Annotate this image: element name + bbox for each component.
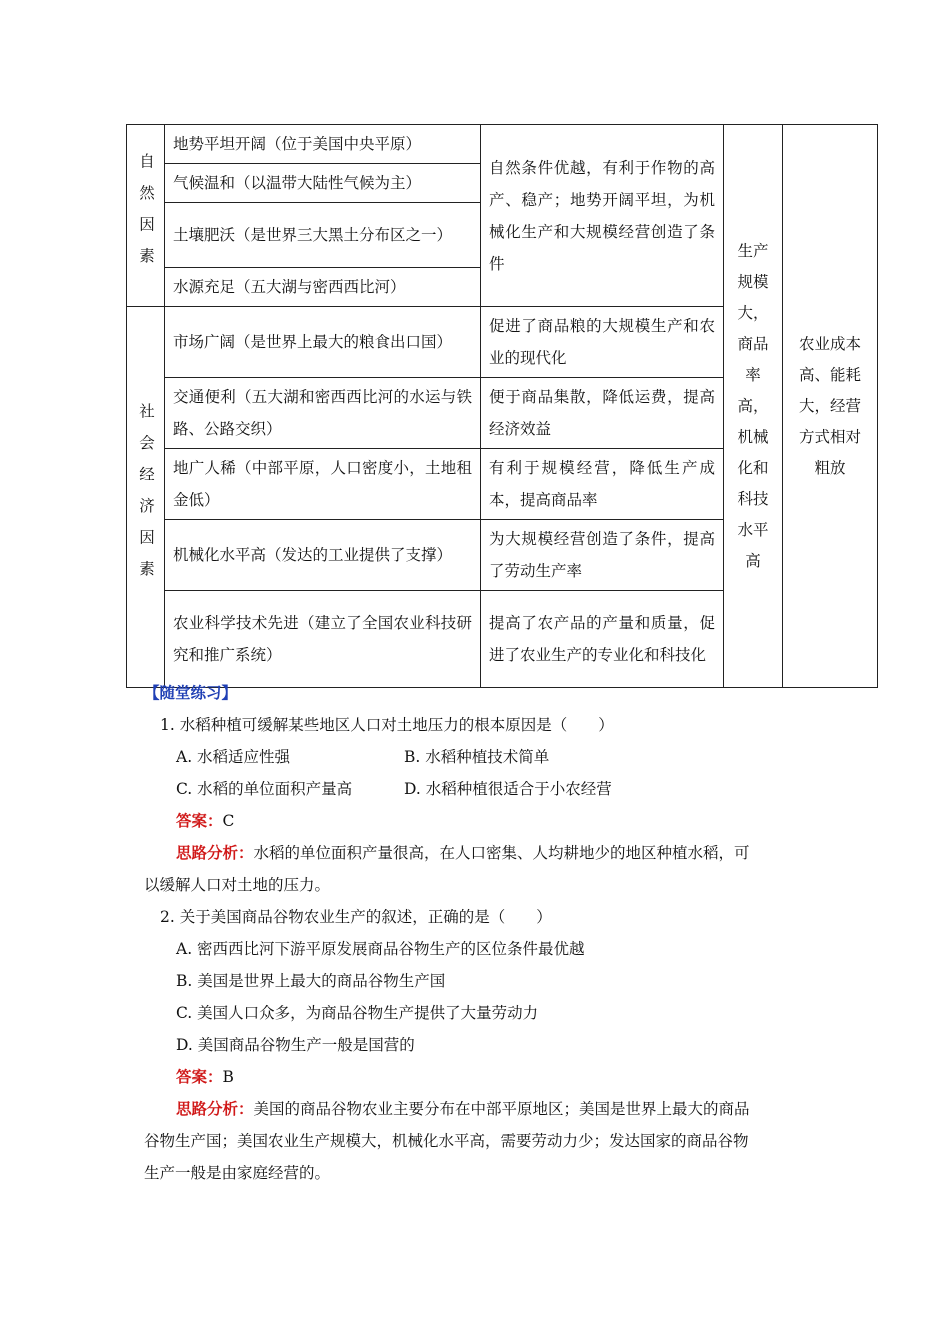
advantage-cell [724,125,783,688]
advantage-line: 生产 [737,241,769,260]
natural-category-cell [127,125,165,307]
problem-line: 农业成本 [798,334,861,353]
advantage-line: 水平 [737,520,769,539]
social-factor-3: 地广人稀（中部平原，人口密度小，土地租金低） [165,449,481,520]
problem-line: 高、能耗 [798,365,861,384]
q2-option-d: D. 美国商品谷物生产一般是国营的 [176,1036,415,1054]
advantage-line: 科技 [737,489,769,508]
advantage-line: 化和 [737,458,769,477]
social-factor-2: 交通便利（五大湖和密西西比河的水运与铁路、公路交织） [165,378,481,449]
problem-line: 方式相对 [798,427,861,446]
advantage-line: 高， [737,396,769,415]
natural-factor-1: 地势平坦开阔（位于美国中央平原） [165,125,481,164]
q2-analysis [176,1097,750,1119]
q1-answer [176,809,234,831]
natural-category-label: 自然因素 [137,152,155,279]
q1-option-b: B. 水稻种植技术简单 [404,748,550,766]
q1-option-a: A. 水稻适应性强 [176,748,291,766]
advantage-line: 大， [737,303,769,322]
problem-line: 大，经营 [798,396,861,415]
q1-option-c: C. 水稻的单位面积产量高 [176,780,353,798]
problem-cell [783,125,878,688]
q1-analysis-line1: 水稻的单位面积产量很高，在人口密集、人均耕地少的地区种植水稻，可 [253,844,750,862]
natural-effect-cell: 自然条件优越，有利于作物的高产、稳产；地势开阔平坦，为机械化生产和大规模经营创造了条件 [481,125,724,307]
q2-answer [176,1065,234,1087]
advantage-line: 商品 [737,334,769,353]
factors-table-wrapper [126,124,877,664]
q2-analysis-line1: 美国的商品谷物农业主要分布在中部平原地区；美国是世界上最大的商品 [253,1100,750,1118]
social-category-cell [127,307,165,688]
q2-answer-label: 答案： [176,1068,223,1086]
social-factor-5: 农业科学技术先进（建立了全国农业科技研究和推广系统） [165,591,481,688]
q2-answer-value: B [222,1068,234,1086]
social-effect-4: 为大规模经营创造了条件，提高了劳动生产率 [481,520,724,591]
q2-stem: 2. 关于美国商品谷物农业生产的叙述，正确的是（ ） [160,908,552,926]
q2-analysis-line3: 生产一般是由家庭经营的。 [144,1164,331,1182]
social-effect-1: 促进了商品粮的大规模生产和农业的现代化 [481,307,724,378]
natural-factor-4: 水源充足（五大湖与密西西比河） [165,268,481,307]
natural-factor-3: 土壤肥沃（是世界三大黑土分布区之一） [165,203,481,268]
q1-analysis-label: 思路分析： [176,844,254,862]
q1-answer-label: 答案： [176,812,223,830]
q1-analysis [176,841,750,863]
advantage-line: 机械 [737,427,769,446]
social-category-label: 社会经济因素 [137,402,155,592]
social-factor-4: 机械化水平高（发达的工业提供了支撑） [165,520,481,591]
social-effect-5: 提高了农产品的产量和质量，促进了农业生产的专业化和科技化 [481,591,724,688]
q1-analysis-line2: 以缓解人口对土地的压力。 [144,876,331,894]
q2-option-c: C. 美国人口众多，为商品谷物生产提供了大量劳动力 [176,1004,539,1022]
q2-option-b: B. 美国是世界上最大的商品谷物生产国 [176,972,446,990]
q2-option-a: A. 密西西比河下游平原发展商品谷物生产的区位条件最优越 [176,940,585,958]
factors-table [126,124,878,688]
advantage-line: 高 [745,551,761,570]
natural-factor-2: 气候温和（以温带大陆性气候为主） [165,164,481,203]
q2-analysis-label: 思路分析： [176,1100,254,1118]
advantage-line: 规模 [737,272,769,291]
advantage-line: 率 [745,365,761,384]
problem-line: 粗放 [814,458,846,477]
social-factor-1: 市场广阔（是世界上最大的粮食出口国） [165,307,481,378]
social-effect-2: 便于商品集散，降低运费，提高经济效益 [481,378,724,449]
q2-analysis-line2: 谷物生产国；美国农业生产规模大，机械化水平高，需要劳动力少；发达国家的商品谷物 [144,1132,749,1150]
practice-heading: 【随堂练习】 [144,684,238,702]
social-effect-3: 有利于规模经营，降低生产成本，提高商品率 [481,449,724,520]
q1-answer-value: C [222,812,235,830]
q1-stem: 1. 水稻种植可缓解某些地区人口对土地压力的根本原因是（ ） [160,716,614,734]
q1-option-d: D. 水稻种植很适合于小农经营 [404,780,612,798]
